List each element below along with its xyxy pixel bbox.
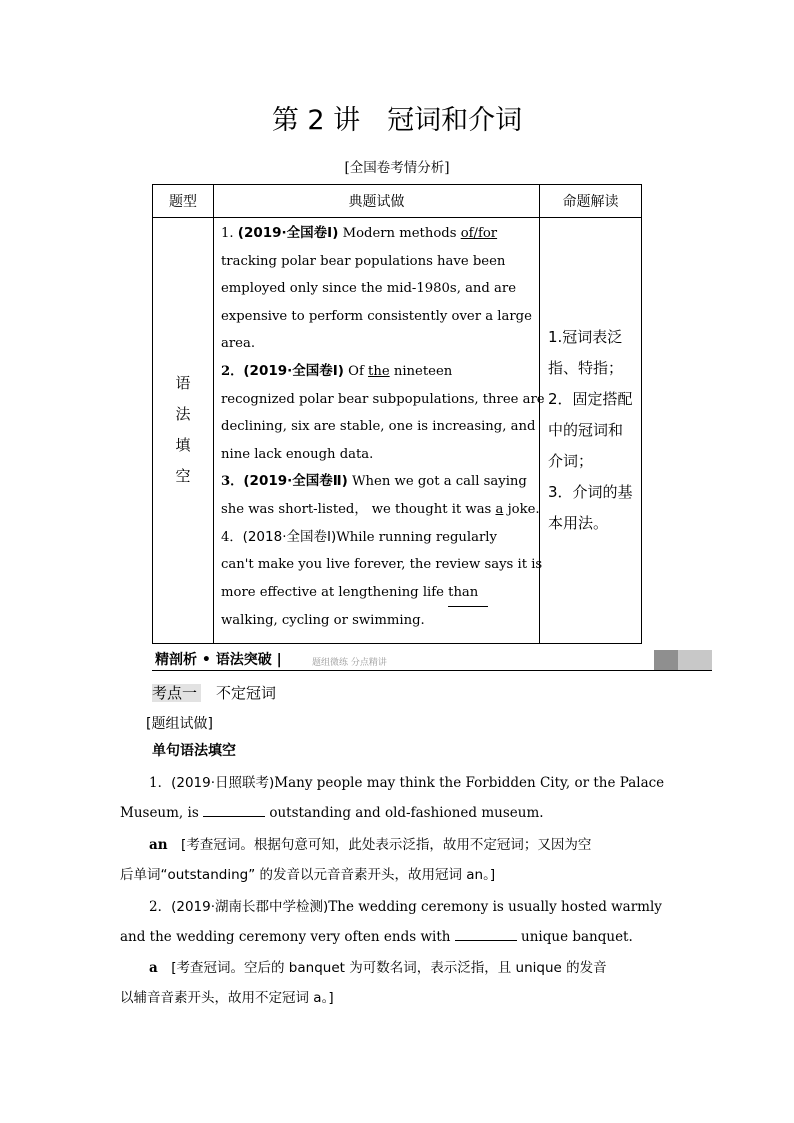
answer-blank bbox=[203, 804, 265, 817]
answer: the bbox=[368, 363, 390, 379]
header-analysis: 命题解读 bbox=[540, 185, 642, 218]
answer: of/for bbox=[460, 226, 498, 241]
answer-1: an [考查冠词。根据句意可知，此处表示泛指，故用不定冠词；又因为空 后单词“outstanding” 的发音以元音音素开头，故用冠词 an。] bbox=[120, 837, 592, 883]
analysis-table bbox=[152, 184, 642, 644]
section-banner bbox=[152, 650, 712, 671]
section-subtitle: [全国卷考情分析] bbox=[344, 160, 450, 176]
question-2: 2．(2019·湖南长郡中学检测)The wedding ceremony is usually hosted warmly and the wedding ceremony very often ends with unique banquet. bbox=[120, 899, 662, 945]
answer: a bbox=[495, 501, 504, 517]
item-1-line: 1. (2019·全国卷Ⅰ) Modern methods of/for bbox=[221, 225, 498, 241]
type-cell: 语 法 填 空 bbox=[153, 218, 214, 644]
answer: than bbox=[448, 579, 488, 608]
question-1: 1．(2019·日照联考)Many people may think the Forbidden City, or the Palace Museum, is outstanding and old-fashioned museum. bbox=[120, 775, 665, 821]
section-label: 单句语法填空 bbox=[152, 743, 236, 759]
analysis-notes-cell: 1.冠词表泛 指、特指； 2．固定搭配 中的冠词和 介词； 3．介词的基 本用法。 bbox=[540, 218, 642, 644]
examples-cell: 1. (2019·全国卷Ⅰ) Modern methods of/for tracking polar bear populations have been employed only since the mid-1980s, and are expensive to perform consistently over a large area. 2．(2019·全国卷Ⅰ) Of the nineteen recognized polar bear subpopulations, three are declining, six are stable, one is increasing, and nine lack enough data. 3．(2019·全国卷Ⅱ) When we got a call saying she was short-listed， we thought it was a joke. 4．(2018·全国卷Ⅰ)While running regularly can't make you live forever, the review says it is more effective at lengthening life than walking, cycling or swimming. bbox=[214, 218, 540, 644]
answer-blank bbox=[455, 928, 517, 941]
table-header-row bbox=[153, 185, 642, 218]
page-title: 第 2 讲 冠词和介词 bbox=[271, 105, 523, 136]
banner-decoration bbox=[654, 650, 678, 670]
banner-decoration bbox=[678, 650, 712, 670]
answer-2: a [考查冠词。空后的 banquet 为可数名词，表示泛指，且 unique 的发音 以辅音音素开头，故用不定冠词 a。] bbox=[120, 960, 607, 1006]
item-3-line: 3．(2019·全国卷Ⅱ) When we got a call saying bbox=[221, 473, 527, 490]
table-row bbox=[153, 218, 642, 644]
banner-title: 精剖析 • 语法突破 | bbox=[155, 652, 282, 668]
banner-subtitle: 题组微练 分点精讲 bbox=[312, 658, 387, 668]
point-heading: 考点一 不定冠词 bbox=[152, 684, 277, 702]
header-type: 题型 bbox=[153, 185, 214, 218]
item-4-line: 4．(2018·全国卷Ⅰ)While running regularly bbox=[221, 528, 497, 545]
header-examples: 典题试做 bbox=[214, 185, 540, 218]
group-label: [题组试做] bbox=[146, 716, 213, 732]
item-2-line: 2．(2019·全国卷Ⅰ) Of the nineteen bbox=[221, 362, 453, 379]
